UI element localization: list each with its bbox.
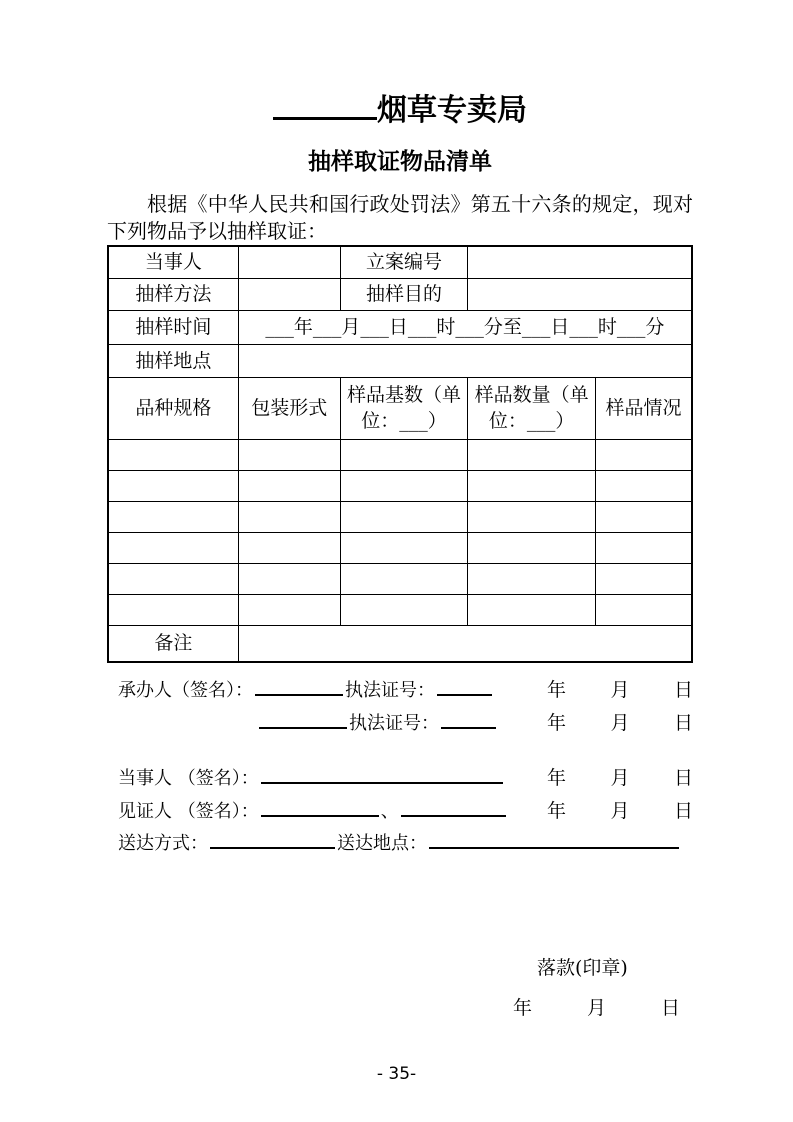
item-cell (340, 501, 467, 532)
header-variety-spec: 品种规格 (108, 377, 238, 439)
year-label: 年 (547, 800, 567, 822)
month-label: 月 (587, 997, 607, 1019)
item-cell (108, 594, 238, 625)
sampling-form-table (107, 245, 693, 663)
delivery-line (118, 829, 693, 862)
seal-date-line (513, 996, 693, 1020)
sampling-purpose-value-cell (468, 278, 692, 310)
day-label: 日 (673, 679, 693, 701)
item-cell (238, 439, 340, 470)
item-row (108, 470, 692, 501)
item-row (108, 439, 692, 470)
item-cell (108, 439, 238, 470)
handler-signature-blank (255, 677, 343, 696)
handler-signature-label: 承办人（签名）： (118, 680, 253, 701)
item-cell (468, 594, 596, 625)
handler-signature-line (118, 675, 693, 708)
sampling-place-label-cell: 抽样地点 (108, 344, 238, 377)
case-number-value-cell (468, 246, 692, 278)
page-content (107, 0, 693, 1020)
sampling-time-label-cell: 抽样时间 (108, 310, 238, 344)
witness-signature-blank-2 (401, 798, 506, 817)
license-number-blank (441, 710, 496, 729)
party-signature-label: 当事人 （签名）： (118, 768, 259, 789)
sampling-place-value-cell (238, 344, 692, 377)
license-number-label: 执法证号： (345, 680, 435, 701)
item-cell (340, 532, 467, 563)
item-cell (596, 563, 692, 594)
year-label: 年 (547, 679, 567, 701)
item-cell (468, 563, 596, 594)
license-number-label: 执法证号： (349, 713, 439, 734)
delivery-method-label: 送达方式： (118, 833, 208, 854)
day-label: 日 (673, 712, 693, 734)
witness-signature-label: 见证人 （签名）： (118, 801, 259, 822)
intro-paragraph: 根据《中华人民共和国行政处罚法》第五十六条的规定，现对下列物品予以抽样取证： (107, 192, 693, 243)
item-cell (596, 532, 692, 563)
sampling-method-value-cell (238, 278, 340, 310)
date-group (547, 763, 693, 790)
bureau-title-text: 烟草专卖局 (377, 93, 527, 128)
case-number-label-cell: 立案编号 (340, 246, 467, 278)
sampling-purpose-label-cell: 抽样目的 (340, 278, 467, 310)
item-row (108, 563, 692, 594)
item-cell (108, 563, 238, 594)
signature-section (107, 675, 693, 862)
seal-label: 落款(印章) (537, 957, 628, 979)
second-handler-signature-line (118, 708, 693, 741)
item-cell (596, 439, 692, 470)
item-cell (238, 594, 340, 625)
day-label: 日 (661, 997, 681, 1019)
witness-signature-line (118, 796, 693, 829)
item-cell (340, 439, 467, 470)
date-group (547, 708, 693, 735)
note-label-cell: 备注 (108, 625, 238, 662)
month-label: 月 (610, 679, 630, 701)
party-label-cell: 当事人 (108, 246, 238, 278)
date-group (547, 675, 693, 702)
delivery-place-blank (429, 830, 679, 849)
header-sample-base: 样品基数（单位：___） (340, 377, 467, 439)
handler-signature-blank (259, 710, 347, 729)
item-cell (238, 563, 340, 594)
item-cell (238, 501, 340, 532)
item-row (108, 532, 692, 563)
note-value-cell (238, 625, 692, 662)
item-cell (468, 470, 596, 501)
header-sample-quantity: 样品数量（单位：___） (468, 377, 596, 439)
date-group (547, 796, 693, 823)
item-cell (238, 470, 340, 501)
month-label: 月 (610, 767, 630, 789)
month-label: 月 (610, 712, 630, 734)
item-row (108, 594, 692, 625)
item-cell (340, 594, 467, 625)
item-cell (468, 501, 596, 532)
witness-separator: 、 (380, 801, 399, 822)
item-cell (108, 470, 238, 501)
item-cell (596, 501, 692, 532)
item-cell (340, 563, 467, 594)
header-sample-condition: 样品情况 (596, 377, 692, 439)
year-label: 年 (547, 767, 567, 789)
title-blank-line (273, 90, 377, 120)
license-number-blank (437, 677, 492, 696)
party-row (108, 246, 692, 278)
item-cell (468, 532, 596, 563)
month-label: 月 (610, 800, 630, 822)
sampling-method-label-cell: 抽样方法 (108, 278, 238, 310)
items-header-row (108, 377, 692, 439)
time-row (108, 310, 692, 344)
note-row (108, 625, 692, 662)
day-label: 日 (673, 767, 693, 789)
bureau-title-line (107, 0, 693, 129)
header-package-form: 包装形式 (238, 377, 340, 439)
item-cell (340, 470, 467, 501)
party-signature-blank (261, 765, 503, 784)
page-number: - 35- (376, 1064, 417, 1084)
day-label: 日 (673, 800, 693, 822)
witness-signature-blank-1 (261, 798, 379, 817)
sampling-time-value-cell: ___年___月___日___时___分至___日___时___分 (238, 310, 692, 344)
delivery-method-blank (210, 830, 335, 849)
item-cell (108, 532, 238, 563)
item-cell (238, 532, 340, 563)
year-label: 年 (513, 997, 533, 1019)
seal-line (107, 956, 693, 980)
method-row (108, 278, 692, 310)
form-title: 抽样取证物品清单 (308, 149, 492, 175)
party-value-cell (238, 246, 340, 278)
item-cell (468, 439, 596, 470)
year-label: 年 (547, 712, 567, 734)
item-cell (108, 501, 238, 532)
delivery-place-label: 送达地点： (337, 833, 427, 854)
item-cell (596, 470, 692, 501)
item-cell (596, 594, 692, 625)
place-row (108, 344, 692, 377)
item-row (108, 501, 692, 532)
party-signature-line (118, 763, 693, 796)
